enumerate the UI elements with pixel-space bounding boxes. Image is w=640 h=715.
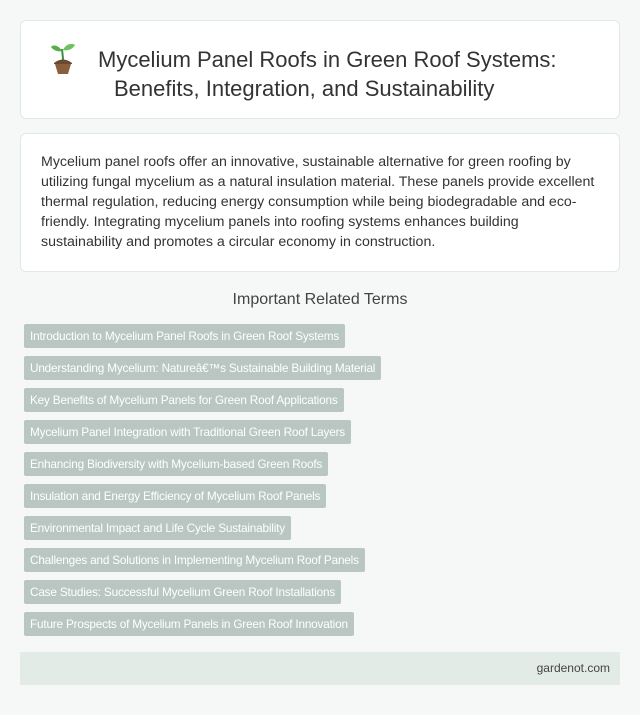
- related-term-tag[interactable]: Introduction to Mycelium Panel Roofs in Green Roof Systems: [24, 324, 345, 348]
- footer: [20, 652, 620, 685]
- related-term-tag[interactable]: Environmental Impact and Life Cycle Sustainability: [24, 516, 291, 540]
- page-title-line-1: Mycelium Panel Roofs in Green Roof Systems:: [98, 47, 557, 72]
- related-terms-heading: Important Related Terms: [232, 291, 408, 308]
- intro-paragraph: Mycelium panel roofs offer an innovative, sustainable alternative for green roofing by utilizing fungal mycelium as a natural insulation material. These panels provide excellent thermal regulation, reducing energy consumption while being biodegradable and eco-friendly. Integrating mycelium panels into roofing systems enhances building sustainability and promotes a circular economy in construction.: [41, 154, 595, 250]
- page-title: [98, 45, 598, 103]
- related-term-tag[interactable]: Key Benefits of Mycelium Panels for Green Roof Applications: [24, 388, 344, 412]
- related-term-tag[interactable]: Case Studies: Successful Mycelium Green Roof Installations: [24, 580, 341, 604]
- related-term-tag[interactable]: Challenges and Solutions in Implementing Mycelium Roof Panels: [24, 548, 365, 572]
- related-term-tag[interactable]: Enhancing Biodiversity with Mycelium-based Green Roofs: [24, 452, 328, 476]
- sprout-icon: [50, 41, 76, 75]
- footer-site-name: gardenot.com: [536, 661, 610, 675]
- related-term-tag[interactable]: Understanding Mycelium: Natureâ€™s Sustainable Building Material: [24, 356, 381, 380]
- related-term-tag[interactable]: Insulation and Energy Efficiency of Mycelium Roof Panels: [24, 484, 326, 508]
- page-title-line-2: Benefits, Integration, and Sustainability: [114, 76, 495, 101]
- related-term-tag[interactable]: Future Prospects of Mycelium Panels in Green Roof Innovation: [24, 612, 354, 636]
- related-terms-list: [24, 324, 381, 636]
- related-term-tag[interactable]: Mycelium Panel Integration with Traditional Green Roof Layers: [24, 420, 351, 444]
